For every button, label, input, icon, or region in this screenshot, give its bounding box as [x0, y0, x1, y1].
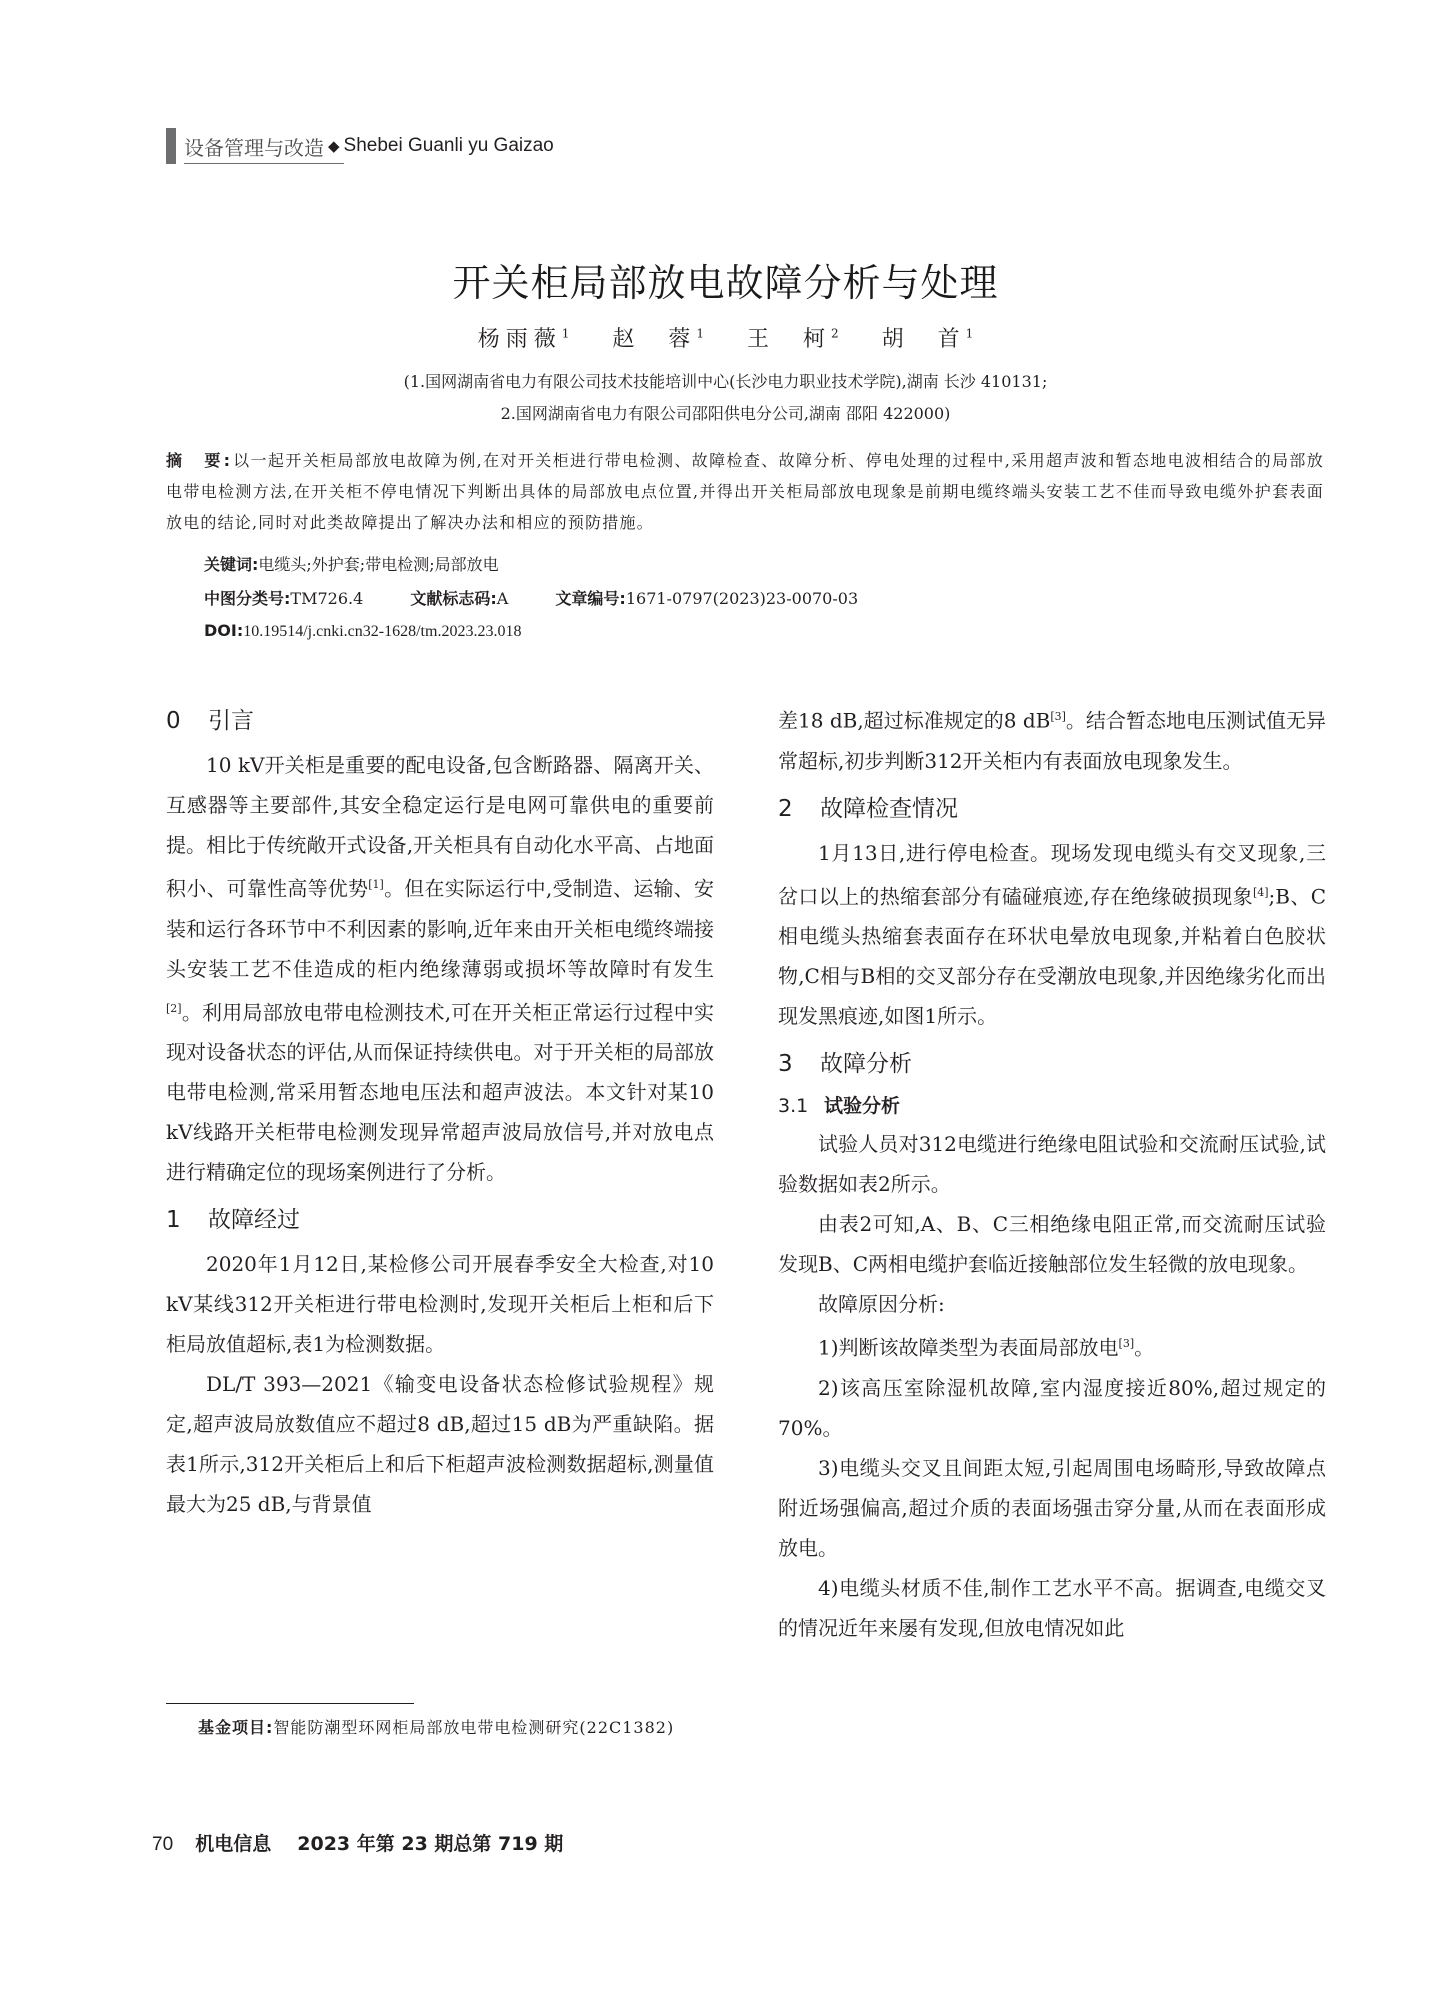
footnote-rule [166, 1703, 414, 1704]
doi-line [204, 621, 521, 641]
header-section-en: Shebei Guanli yu Gaizao [343, 135, 554, 156]
affiliation-2: 2.国网湖南省电力有限公司邵阳供电分公司,湖南 邵阳 422000) [500, 404, 951, 423]
affiliation-1: (1.国网湖南省电力有限公司技术技能培训中心(长沙电力职业技术学院),湖南 长沙 410131; [403, 372, 1048, 391]
section-heading-2: 2 故障检查情况 [778, 795, 958, 822]
list-item: 3)电缆头交叉且间距太短,引起周围电场畸形,导致故障点附近场强偏高,超过介质的表面场强击穿分量,从而在表面形成放电。 [778, 1455, 1326, 1560]
article-no-item: 文章编号:1671-0797(2023)23-0070-03 [555, 589, 859, 608]
citation: [4] [1252, 885, 1269, 899]
section-heading-0: 0 引言 [166, 708, 254, 734]
running-header [166, 128, 554, 164]
paragraph: 试验人员对312电缆进行绝缘电阻试验和交流耐压试验,试验数据如表2所示。 [778, 1132, 1326, 1197]
author: 胡 首$^1$ [881, 326, 974, 352]
header-rule [184, 163, 344, 164]
citation: [3] [1118, 1337, 1135, 1351]
paragraph: 1月13日,进行停电检查。现场发现电缆头有交叉现象,三岔口以上的热缩套部分有磕碰痕迹,存在绝缘破损现象[4];B、C相电缆头热缩套表面存在环状电晕放电现象,并粘着白色胶状物,C相与B相的交叉部分存在受潮放电现象,并因绝缘劣化而出现发黑痕迹,如图1所示。 [778, 840, 1327, 1029]
paragraph-continued: 差18 dB,超过标准规定的8 dB[3]。结合暂态地电压测试值无异常超标,初步判断312开关柜内有表面放电现象发生。 [778, 708, 1327, 773]
author: 杨雨薇$^1$ [477, 326, 570, 352]
list-item: 4)电缆头材质不佳,制作工艺水平不高。据调查,电缆交叉的情况近年来屡有发现,但放电情况如此 [778, 1575, 1326, 1640]
body-left-column [166, 693, 714, 1524]
body-right-column [778, 697, 1326, 1648]
doi-label: DOI: [204, 621, 244, 640]
keywords-text: 电缆头;外护套;带电检测;局部放电 [258, 555, 499, 574]
paragraph: 故障原因分析: [818, 1292, 945, 1317]
header-section-zh: 设备管理与改造 [184, 135, 324, 160]
paragraph: 10 kV开关柜是重要的配电设备,包含断路器、隔离开关、互感器等主要部件,其安全稳定运行是电网可靠供电的重要前提。相比于传统敞开式设备,开关柜具有自动化水平高、占地面积小、可靠性高等优势[1]。但在实际运行中,受制造、运输、安装和运行各环节中不利因素的影响,近年来由开关柜电缆终端接头安装工艺不佳造成的柜内绝缘薄弱或损坏等故障时有发生[2]。利用局部放电带电检测技术,可在开关柜正常运行过程中实现对设备状态的评估,从而保证持续供电。对于开关柜的局部放电带电检测,常采用暂态地电压法和超声波法。本文针对某10 kV线路开关柜带电检测发现异常超声波局放信号,并对放电点进行精确定位的现场案例进行了分析。 [166, 753, 715, 1185]
subsection-heading-3-1: 3.1 试验分析 [778, 1095, 901, 1118]
citation: [2] [166, 1001, 182, 1015]
doc-code-item: 文献标志码:A [410, 589, 509, 608]
author: 王 柯$^2$ [747, 326, 839, 352]
keywords [204, 552, 499, 575]
abstract [166, 445, 1324, 538]
header-bar [166, 128, 176, 164]
page-number: 70 [152, 1834, 174, 1855]
section-heading-3: 3 故障分析 [778, 1051, 912, 1078]
abstract-text: 以一起开关柜局部放电故障为例,在对开关柜进行带电检测、故障检查、故障分析、停电处理的过程中,采用超声波和暂态地电波相结合的局部放电带电检测方法,在开关柜不停电情况下判断出具体的局部放电点位置,并得出开关柜局部放电现象是前期电缆终端头安装工艺不佳而导致电缆外护套表面放电的结论,同时对此类故障提出了解决办法和相应的预防措施。 [166, 451, 1324, 532]
list-item: 1)判断该故障类型为表面局部放电[3]。 [818, 1335, 1155, 1360]
clc-item: 中图分类号:TM726.4 [204, 589, 364, 608]
list-item: 2)该高压室除湿机故障,室内湿度接近80%,超过规定的70%。 [778, 1375, 1326, 1440]
abstract-label: 摘 要: [166, 451, 233, 470]
footnote [166, 1713, 714, 1743]
doi-value: 10.19514/j.cnki.cn32-1628/tm.2023.23.018 [243, 623, 522, 640]
author: 赵 蓉$^1$ [612, 326, 704, 352]
paragraph: DL/T 393—2021《输变电设备状态检修试验规程》规定,超声波局放数值应不超过8 dB,超过15 dB为严重缺陷。据表1所示,312开关柜后上和后下柜超声波检测数据超标,测量值最大为25 dB,与背景值 [166, 1372, 714, 1517]
journal-name: 机电信息 [195, 1833, 272, 1855]
keywords-label: 关键词: [204, 555, 259, 574]
article-title: 开关柜局部放电故障分析与处理 [452, 261, 999, 305]
footnote-text: 智能防潮型环网柜局部放电带电检测研究(22C1382) [273, 1718, 675, 1737]
paragraph: 由表2可知,A、B、C三相绝缘电阻正常,而交流耐压试验发现B、C两相电缆护套临近接触部位发生轻微的放电现象。 [778, 1212, 1326, 1277]
page-footer [152, 1829, 563, 1856]
diamond-icon: ◆ [328, 137, 340, 155]
footnote-label: 基金项目: [198, 1718, 274, 1737]
issue-info: 2023 年第 23 期总第 719 期 [297, 1833, 564, 1855]
citation: [1] [368, 878, 384, 891]
citation: [3] [1050, 710, 1066, 723]
section-heading-1: 1 故障经过 [166, 1207, 300, 1234]
classification-line [204, 586, 900, 609]
paragraph: 2020年1月12日,某检修公司开展春季安全大检查,对10 kV某线312开关柜进行带电检测时,发现开关柜后上柜和后下柜局放值超标,表1为检测数据。 [166, 1252, 714, 1357]
author-list [0, 322, 1451, 353]
